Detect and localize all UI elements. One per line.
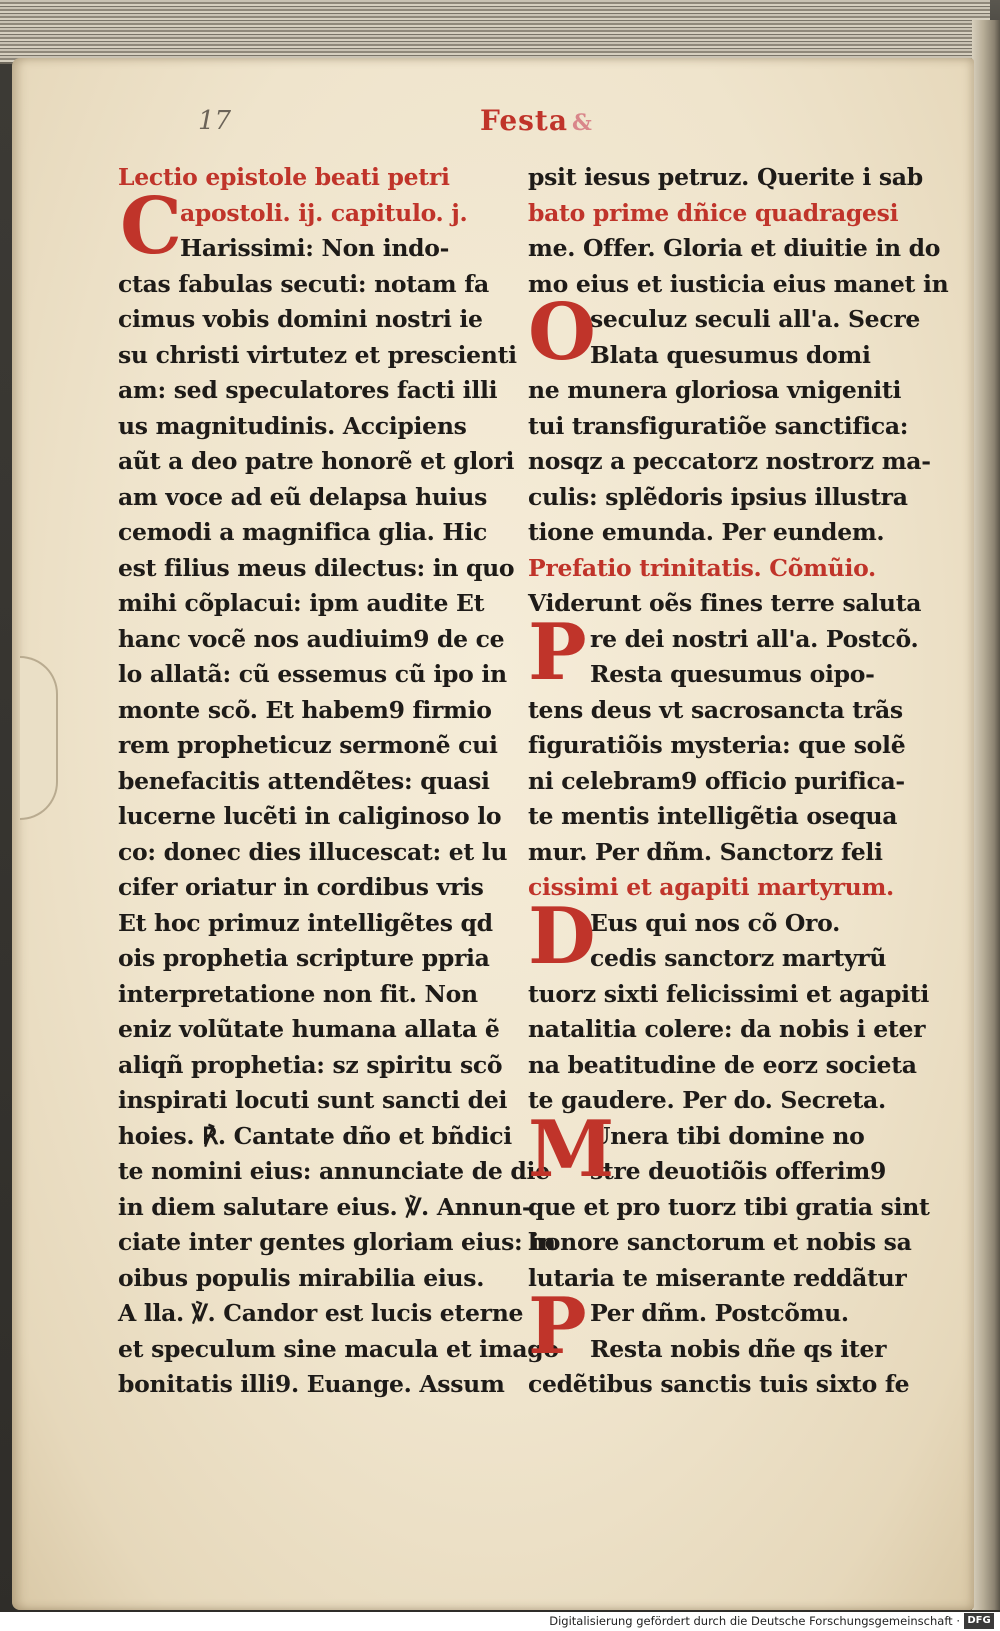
left-line: hanc vocẽ nos audiuim9 de ce [118, 624, 505, 653]
right-line: Blata quesumus domi [590, 340, 871, 369]
left-line: Harissimi: Non indo- [180, 234, 450, 262]
left-line: et speculum sine macula et imago [118, 1334, 559, 1363]
left-line: lo allatã: cũ essemus cũ ipo in [118, 660, 507, 688]
right-line: natalitia colere: da nobis i eter [528, 1015, 926, 1043]
left-line: am voce ad eũ delapsa huius [118, 482, 488, 511]
right-line: Resta quesumus oipo- [590, 660, 875, 688]
right-line: Unera tibi domine no [590, 1121, 865, 1150]
page-tab-notch [20, 656, 58, 820]
right-line: mur. Per dñm. Sanctorz feli [528, 837, 883, 866]
running-head [480, 104, 593, 137]
left-line: aliqñ prophetia: sz spiritu scõ [118, 1050, 503, 1079]
right-line: re dei nostri all'a. Postcõ. [590, 624, 919, 653]
left-line: monte scõ. Et habem9 firmio [118, 695, 492, 724]
right-line: culis: splẽdoris ipsius illustra [528, 482, 908, 511]
left-line: in diem salutare eius. ℣. Annun- [118, 1192, 532, 1221]
left-line: bonitatis illi9. Euange. Assum [118, 1370, 505, 1398]
left-line: hoies. ℟. Cantate dño et bñdici [118, 1121, 512, 1150]
right-line: na beatitudine de eorz societa [528, 1050, 917, 1079]
left-line: est filius meus dilectus: in quo [118, 553, 515, 582]
decorated-initial: O [528, 287, 596, 378]
left-line: benefacitis attendẽtes: quasi [118, 766, 490, 795]
left-line: interpretatione non fit. Non [118, 979, 478, 1008]
left-line: ctas fabulas secuti: notam fa [118, 269, 489, 298]
left-line: Et hoc primuz intelligẽtes qd [118, 908, 493, 937]
right-line: ne munera gloriosa vnigeniti [528, 376, 902, 404]
right-line: tens deus vt sacrosancta trãs [528, 695, 903, 724]
right-line: Eus qui nos cõ Oro. [590, 908, 840, 937]
decorated-initial: C [120, 180, 183, 272]
running-head-text: Festa [480, 104, 569, 137]
right-line: figuratiõis mysteria: que solẽ [528, 731, 906, 759]
right-line: que et pro tuorz tibi gratia sint [528, 1192, 930, 1221]
right-line: cedẽtibus sanctis tuis sixto fe [528, 1370, 910, 1398]
right-line: Per dñm. Postcõmu. [590, 1299, 849, 1327]
footer-credit: Digitalisierung gefördert durch die Deutsche Forschungsgemeinschaft · [549, 1614, 960, 1628]
right-line: tuorz sixti felicissimi et agapiti [528, 979, 929, 1008]
right-line: Resta nobis dñe qs iter [590, 1334, 887, 1363]
folio-number: 17 [198, 106, 232, 136]
left-line: oibus populis mirabilia eius. [118, 1263, 485, 1292]
right-line: psit iesus petruz. Querite i sab [528, 163, 923, 191]
left-line: te nomini eius: annunciate de die [118, 1157, 550, 1185]
right-line: tui transfiguratiõe sanctifica: [528, 411, 909, 440]
decorated-initial: M [528, 1103, 615, 1195]
left-text-column [118, 160, 559, 1403]
book-fore-edge [972, 20, 1000, 1610]
decorated-initial: D [528, 890, 596, 982]
right-line: lutaria te miserante reddãtur [528, 1263, 907, 1292]
right-line: seculuz seculi all'a. Secre [590, 305, 921, 333]
dfg-logo: DFG [964, 1613, 994, 1629]
right-line: te gaudere. Per do. Secreta. [528, 1086, 886, 1114]
left-line: rem propheticuz sermonẽ cui [118, 731, 498, 759]
left-line: cifer oriatur in cordibus vris [118, 873, 484, 901]
right-line: honore sanctorum et nobis sa [528, 1228, 912, 1256]
left-line: lucerne lucẽti in caliginoso lo [118, 802, 502, 830]
right-line: cissimi et agapiti martyrum. [528, 873, 894, 901]
left-line: su christi virtutez et prescienti [118, 340, 517, 369]
right-line: Viderunt oẽs fines terre saluta [528, 589, 922, 617]
left-line: Lectio epistole beati petri [118, 163, 450, 191]
left-line: ois prophetia scripture ppria [118, 944, 490, 972]
right-line: tione emunda. Per eundem. [528, 518, 885, 546]
book-page-stack [0, 0, 990, 64]
right-line: bato prime dñice quadragesi [528, 198, 899, 227]
left-line: aũt a deo patre honorẽ et glori [118, 447, 515, 475]
left-line: am: sed speculatores facti illi [118, 376, 498, 404]
running-head-ornament: & [572, 110, 593, 136]
right-text-column [528, 160, 949, 1403]
right-line: ni celebram9 officio purifica- [528, 766, 905, 795]
left-line: inspirati locuti sunt sancti dei [118, 1086, 508, 1114]
right-line: stre deuotiõis offerim9 [590, 1157, 887, 1185]
left-line: ciate inter gentes gloriam eius: in [118, 1228, 556, 1256]
right-line: me. Offer. Gloria et diuitie in do [528, 234, 941, 262]
left-line: us magnitudinis. Accipiens [118, 411, 467, 440]
right-line: mo eius et iusticia eius manet in [528, 269, 949, 298]
left-line: A lla. ℣. Candor est lucis eterne [118, 1299, 524, 1327]
right-line: cedis sanctorz martyrũ [590, 944, 887, 972]
right-line: te mentis intelligẽtia osequa [528, 802, 898, 830]
left-line: co: donec dies illucescat: et lu [118, 837, 508, 866]
decorated-initial: P [528, 1281, 587, 1372]
left-line: apostoli. ij. capitulo. j. [180, 198, 468, 227]
left-line: mihi cõplacui: ipm audite Et [118, 589, 485, 617]
left-line: cimus vobis domini nostri ie [118, 305, 483, 333]
right-line: Prefatio trinitatis. Cõmũio. [528, 553, 876, 582]
decorated-initial: P [528, 606, 587, 698]
right-line: nosqz a peccatorz nostrorz ma- [528, 447, 931, 475]
left-line: eniz volũtate humana allata ẽ [118, 1015, 500, 1043]
left-line: cemodi a magnifica glia. Hic [118, 518, 487, 546]
